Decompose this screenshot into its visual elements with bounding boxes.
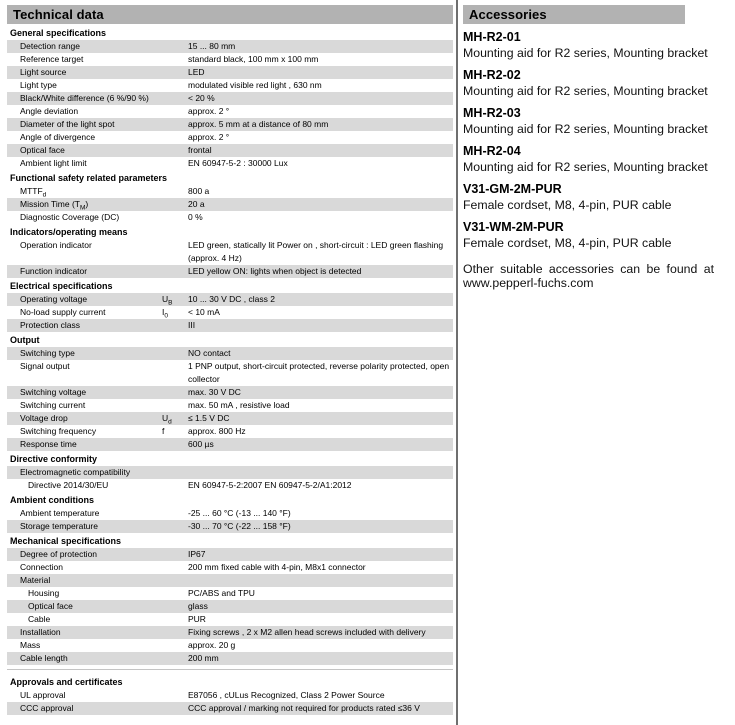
spec-label: Optical face xyxy=(28,601,73,611)
spec-label: Electromagnetic compatibility xyxy=(20,467,131,477)
spec-row xyxy=(7,211,453,224)
spec-label: Switching frequency xyxy=(20,426,97,436)
spec-value: LED xyxy=(188,67,205,77)
spec-row xyxy=(7,40,453,53)
spec-row xyxy=(7,157,453,170)
spec-row xyxy=(7,105,453,118)
spec-value: 1 PNP output, short-circuit protected, reverse polarity protected, open collector xyxy=(188,361,450,384)
spec-section xyxy=(7,334,453,451)
spec-table xyxy=(7,27,453,715)
spec-row xyxy=(7,131,453,144)
section-title: Output xyxy=(10,335,40,345)
spec-label: Diameter of the light spot xyxy=(20,119,115,129)
spec-label: Light type xyxy=(20,80,57,90)
spec-label: Voltage drop xyxy=(20,413,68,423)
spec-value: 800 a xyxy=(188,186,210,196)
spec-row xyxy=(7,198,453,211)
spec-row xyxy=(7,399,453,412)
spec-section xyxy=(7,494,453,533)
spec-label: Protection class xyxy=(20,320,80,330)
spec-symbol: $I_0$ xyxy=(162,307,168,320)
spec-row xyxy=(7,239,453,265)
spec-label: Signal output xyxy=(20,361,70,371)
spec-label: Reference target xyxy=(20,54,84,64)
spec-value: CCC approval / marking not required for products rated ≤36 V xyxy=(188,703,420,713)
spec-value: LED yellow ON: lights when object is detected xyxy=(188,266,362,276)
spec-symbol: f xyxy=(162,426,165,436)
section-title: Directive conformity xyxy=(10,454,98,464)
spec-value: 10 ... 30 V DC , class 2 xyxy=(188,294,275,304)
spec-row xyxy=(7,600,453,613)
spec-row xyxy=(7,438,453,451)
spec-value: EN 60947-5-2:2007 EN 60947-5-2/A1:2012 xyxy=(188,480,352,490)
spec-row xyxy=(7,386,453,399)
spec-row xyxy=(7,689,453,702)
spec-value: EN 60947-5-2 : 30000 Lux xyxy=(188,158,288,168)
spec-row xyxy=(7,652,453,665)
spec-row xyxy=(7,520,453,533)
spec-section xyxy=(7,226,453,278)
spec-symbol: $U_B$ xyxy=(162,294,173,307)
spec-value: PUR xyxy=(188,614,206,624)
accessory-description: Mounting aid for R2 series, Mounting bracket xyxy=(463,121,708,136)
spec-label: Ambient temperature xyxy=(20,508,100,518)
spec-value: 600 µs xyxy=(188,439,214,449)
spec-value: 200 mm fixed cable with 4-pin, M8x1 connector xyxy=(188,562,366,572)
spec-row xyxy=(7,587,453,600)
spec-label: Degree of protection xyxy=(20,549,98,559)
accessory-item xyxy=(463,221,714,250)
spec-section xyxy=(7,453,453,492)
spec-value: III xyxy=(188,320,196,330)
accessory-model: MH-R2-04 xyxy=(463,144,521,158)
spec-label: Housing xyxy=(28,588,60,598)
spec-label: Function indicator xyxy=(20,266,88,276)
spec-value: < 10 mA xyxy=(188,307,220,317)
spec-section xyxy=(7,669,453,715)
accessory-model: MH-R2-02 xyxy=(463,68,521,82)
spec-label: Material xyxy=(20,575,51,585)
section-title: Electrical specifications xyxy=(10,281,113,291)
spec-label: $MTTF_d$ xyxy=(20,186,47,199)
spec-row xyxy=(7,626,453,639)
spec-row xyxy=(7,360,453,386)
spec-row xyxy=(7,412,453,425)
spec-row xyxy=(7,507,453,520)
spec-label: Connection xyxy=(20,562,64,572)
spec-row xyxy=(7,185,453,198)
spec-symbol: $U_d$ xyxy=(162,413,172,426)
section-title: Ambient conditions xyxy=(10,495,94,505)
spec-section xyxy=(7,172,453,224)
spec-value: ≤ 1.5 V DC xyxy=(188,413,230,423)
spec-row xyxy=(7,574,453,587)
spec-row xyxy=(7,53,453,66)
spec-value: approx. 800 Hz xyxy=(188,426,246,436)
spec-label: Detection range xyxy=(20,41,81,51)
spec-label: Mass xyxy=(20,640,41,650)
accessories-note: Other suitable accessories can be found at www.pepperl-fuchs.com xyxy=(463,262,714,290)
spec-label: Storage temperature xyxy=(20,521,98,531)
spec-value: 20 a xyxy=(188,199,205,209)
spec-value: PC/ABS and TPU xyxy=(188,588,255,598)
accessories-list xyxy=(463,31,714,250)
spec-label: Installation xyxy=(20,627,61,637)
accessory-model: V31-WM-2M-PUR xyxy=(463,220,564,234)
spec-value: E87056 , cULus Recognized, Class 2 Power Source xyxy=(188,690,385,700)
spec-row xyxy=(7,265,453,278)
accessory-description: Mounting aid for R2 series, Mounting bracket xyxy=(463,83,708,98)
section-title: Approvals and certificates xyxy=(10,677,123,687)
spec-row xyxy=(7,548,453,561)
spec-row xyxy=(7,479,453,492)
spec-value: < 20 % xyxy=(188,93,215,103)
spec-row xyxy=(7,118,453,131)
spec-label: No-load supply current xyxy=(20,307,106,317)
spec-label: Directive 2014/30/EU xyxy=(28,480,109,490)
accessory-description: Female cordset, M8, 4-pin, PUR cable xyxy=(463,197,672,212)
accessory-item xyxy=(463,107,714,136)
accessory-model: MH-R2-03 xyxy=(463,106,521,120)
spec-label: Switching voltage xyxy=(20,387,87,397)
spec-label: Diagnostic Coverage (DC) xyxy=(20,212,120,222)
column-divider xyxy=(456,0,458,725)
spec-value: 0 % xyxy=(188,212,203,222)
spec-row xyxy=(7,306,453,319)
accessory-model: MH-R2-01 xyxy=(463,30,521,44)
spec-row xyxy=(7,319,453,332)
section-title: Indicators/operating means xyxy=(10,227,128,237)
spec-value: max. 30 V DC xyxy=(188,387,241,397)
spec-label: UL approval xyxy=(20,690,66,700)
spec-row xyxy=(7,79,453,92)
accessory-item xyxy=(463,145,714,174)
spec-label: Angle of divergence xyxy=(20,132,96,142)
spec-value: frontal xyxy=(188,145,212,155)
spec-value: -30 ... 70 °C (-22 ... 158 °F) xyxy=(188,521,291,531)
spec-value: modulated visible red light , 630 nm xyxy=(188,80,322,90)
spec-row xyxy=(7,347,453,360)
spec-label: Ambient light limit xyxy=(20,158,87,168)
spec-row xyxy=(7,293,453,306)
spec-row xyxy=(7,425,453,438)
spec-label: Cable length xyxy=(20,653,68,663)
spec-value: 15 ... 80 mm xyxy=(188,41,236,51)
spec-label: Operating voltage xyxy=(20,294,88,304)
technical-data-panel xyxy=(7,5,453,715)
spec-row xyxy=(7,702,453,715)
spec-label: Cable xyxy=(28,614,51,624)
section-title: Mechanical specifications xyxy=(10,536,122,546)
spec-value: Fixing screws , 2 x M2 allen head screws included with delivery xyxy=(188,627,426,637)
accessories-title: Accessories xyxy=(463,5,685,24)
spec-value: approx. 2 ° xyxy=(188,106,230,116)
spec-value: 200 mm xyxy=(188,653,219,663)
spec-value: LED green, statically lit Power on , short-circuit : LED green flashing (approx. 4 Hz) xyxy=(188,240,444,263)
spec-section xyxy=(7,280,453,332)
spec-label: Response time xyxy=(20,439,77,449)
spec-label: Light source xyxy=(20,67,67,77)
technical-data-title: Technical data xyxy=(7,5,453,24)
spec-label: Optical face xyxy=(20,145,65,155)
accessory-description: Mounting aid for R2 series, Mounting bracket xyxy=(463,159,708,174)
section-title: General specifications xyxy=(10,28,107,38)
accessory-item xyxy=(463,31,714,60)
spec-label: CCC approval xyxy=(20,703,74,713)
accessory-item xyxy=(463,69,714,98)
accessory-model: V31-GM-2M-PUR xyxy=(463,182,562,196)
spec-section xyxy=(7,535,453,665)
spec-value: IP67 xyxy=(188,549,206,559)
spec-row xyxy=(7,92,453,105)
spec-label: Black/White difference (6 %/90 %) xyxy=(20,93,149,103)
spec-value: -25 ... 60 °C (-13 ... 140 °F) xyxy=(188,508,291,518)
spec-value: approx. 20 g xyxy=(188,640,236,650)
spec-label: Switching current xyxy=(20,400,86,410)
spec-label: Switching type xyxy=(20,348,75,358)
accessory-item xyxy=(463,183,714,212)
spec-label: Operation indicator xyxy=(20,240,92,250)
spec-value: max. 50 mA , resistive load xyxy=(188,400,290,410)
spec-value: glass xyxy=(188,601,208,611)
spec-row xyxy=(7,639,453,652)
spec-row xyxy=(7,144,453,157)
accessory-description: Mounting aid for R2 series, Mounting bracket xyxy=(463,45,708,60)
spec-row xyxy=(7,613,453,626)
spec-row xyxy=(7,561,453,574)
spec-value: approx. 5 mm at a distance of 80 mm xyxy=(188,119,329,129)
accessory-description: Female cordset, M8, 4-pin, PUR cable xyxy=(463,235,672,250)
spec-row xyxy=(7,466,453,479)
accessories-panel xyxy=(463,5,714,290)
spec-label: Mission Time $(T_M)$ xyxy=(20,199,89,212)
spec-value: standard black, 100 mm x 100 mm xyxy=(188,54,319,64)
spec-section xyxy=(7,27,453,170)
spec-value: NO contact xyxy=(188,348,231,358)
spec-row xyxy=(7,66,453,79)
spec-value: approx. 2 ° xyxy=(188,132,230,142)
spec-label: Angle deviation xyxy=(20,106,79,116)
section-title: Functional safety related parameters xyxy=(10,173,168,183)
